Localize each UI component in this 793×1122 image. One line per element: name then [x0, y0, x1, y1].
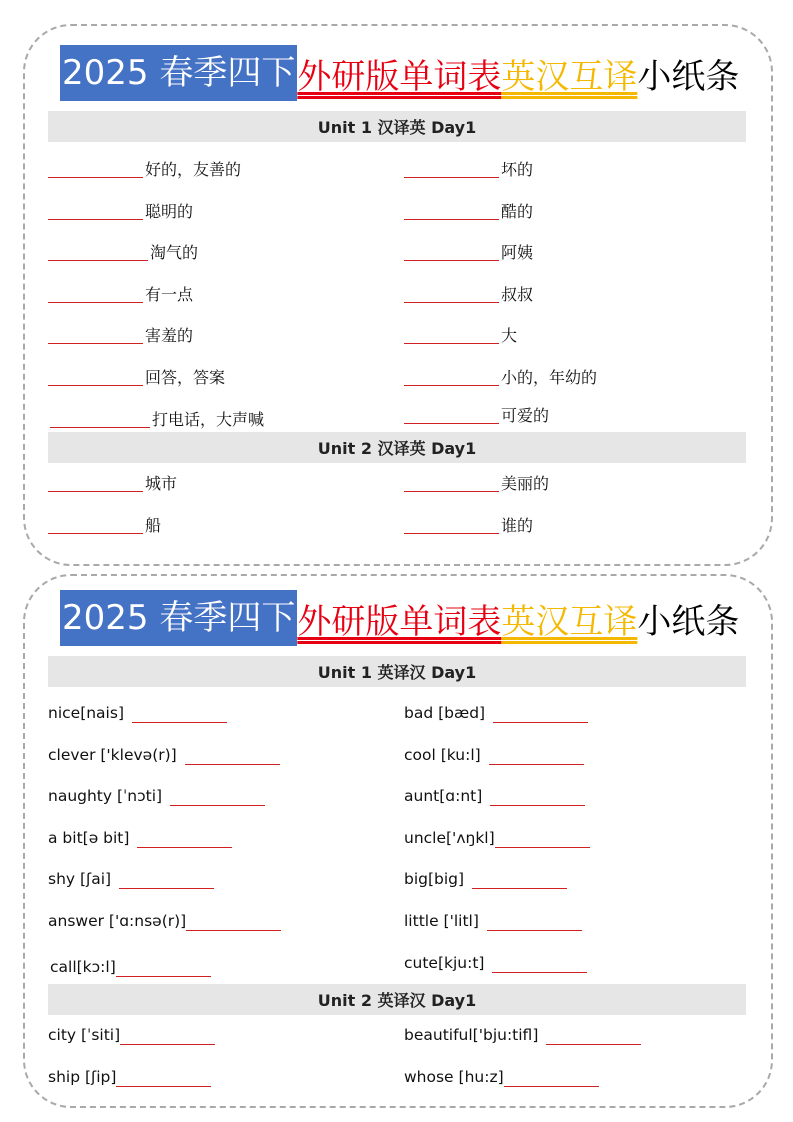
list-item	[404, 701, 588, 725]
answer-blank[interactable]	[504, 1068, 599, 1087]
list-item	[48, 239, 198, 263]
word-prompt: 坏的	[501, 159, 534, 179]
answer-blank[interactable]	[404, 242, 499, 261]
title-translation: 英汉互译	[501, 601, 638, 642]
answer-blank[interactable]	[404, 367, 499, 386]
list-item	[404, 156, 533, 180]
answer-blank[interactable]	[48, 367, 143, 386]
list-item	[48, 364, 225, 388]
answer-blank[interactable]	[48, 242, 148, 261]
word-prompt: 回答，答案	[145, 367, 226, 387]
word-with-phonetic: big[big]	[404, 870, 465, 888]
word-prompt: 淘气的	[150, 242, 199, 262]
word-with-phonetic: cool [ku:l]	[404, 746, 481, 764]
word-prompt: 有一点	[145, 284, 194, 304]
answer-blank[interactable]	[495, 829, 590, 848]
title-note-strip: 小纸条	[637, 601, 740, 642]
word-with-phonetic: naughty [ˈnɔti]	[48, 787, 163, 805]
list-item	[48, 322, 193, 346]
word-with-phonetic: bad [bæd]	[404, 704, 486, 722]
list-item	[404, 512, 533, 536]
word-with-phonetic: uncle['ʌŋkl]	[404, 829, 495, 847]
title-year-term: 2025 春季四下	[60, 590, 297, 646]
list-item	[48, 512, 161, 536]
answer-blank[interactable]	[546, 1026, 641, 1045]
answer-blank[interactable]	[489, 746, 584, 765]
list-item	[48, 1065, 211, 1089]
word-prompt: 船	[145, 515, 162, 535]
list-item	[48, 198, 193, 222]
sheet2-unit2-header: Unit 2 英译汉 Day1	[48, 984, 746, 1015]
word-with-phonetic: nice[nais]	[48, 704, 124, 722]
list-item	[404, 239, 533, 263]
list-item	[48, 156, 241, 180]
word-with-phonetic: ship [ʃip]	[48, 1068, 117, 1086]
word-with-phonetic: whose [hu:z]	[404, 1068, 504, 1086]
answer-blank[interactable]	[404, 159, 499, 178]
list-item	[404, 1065, 599, 1089]
list-item	[404, 402, 549, 426]
word-prompt: 害羞的	[145, 325, 194, 345]
list-item	[48, 743, 280, 767]
answer-blank[interactable]	[490, 787, 585, 806]
title-publisher-wordlist: 外研版单词表	[297, 601, 502, 642]
sheet2-title	[60, 590, 739, 646]
word-with-phonetic: little ['litl]	[404, 912, 479, 930]
answer-blank[interactable]	[186, 912, 281, 931]
list-item	[48, 701, 227, 725]
title-year-term: 2025 春季四下	[60, 45, 297, 101]
sheet2-unit1-header: Unit 1 英译汉 Day1	[48, 656, 746, 687]
list-item	[404, 743, 584, 767]
list-item	[48, 867, 214, 891]
word-prompt: 打电话，大声喊	[152, 409, 265, 429]
list-item	[404, 909, 582, 933]
word-with-phonetic: answer ['ɑ:nsə(r)]	[48, 912, 187, 930]
list-item	[404, 470, 549, 494]
word-prompt: 可爱的	[501, 405, 550, 425]
list-item	[404, 322, 517, 346]
word-prompt: 谁的	[501, 515, 534, 535]
answer-blank[interactable]	[48, 159, 143, 178]
word-prompt: 好的，友善的	[145, 159, 242, 179]
answer-blank[interactable]	[48, 201, 143, 220]
answer-blank[interactable]	[116, 958, 211, 977]
answer-blank[interactable]	[404, 325, 499, 344]
list-item	[48, 470, 177, 494]
title-note-strip: 小纸条	[637, 56, 740, 97]
answer-blank[interactable]	[116, 1068, 211, 1087]
word-prompt: 叔叔	[501, 284, 534, 304]
answer-blank[interactable]	[404, 405, 499, 424]
list-item	[48, 826, 232, 850]
answer-blank[interactable]	[472, 870, 567, 889]
answer-blank[interactable]	[137, 829, 232, 848]
word-with-phonetic: cute[kju:t]	[404, 954, 485, 972]
word-with-phonetic: aunt[ɑ:nt]	[404, 787, 483, 805]
answer-blank[interactable]	[48, 325, 143, 344]
answer-blank[interactable]	[48, 284, 143, 303]
list-item	[404, 784, 585, 808]
list-item	[50, 955, 211, 979]
answer-blank[interactable]	[487, 912, 582, 931]
word-prompt: 美丽的	[501, 473, 550, 493]
word-prompt: 聪明的	[145, 201, 194, 221]
word-with-phonetic: shy [ʃai]	[48, 870, 112, 888]
word-with-phonetic: beautiful['bju:tifl]	[404, 1026, 539, 1044]
word-prompt: 酷的	[501, 201, 534, 221]
answer-blank[interactable]	[48, 473, 143, 492]
list-item	[404, 867, 567, 891]
list-item	[404, 198, 533, 222]
list-item	[404, 826, 590, 850]
word-with-phonetic: clever ['klevə(r)]	[48, 746, 177, 764]
list-item	[48, 784, 265, 808]
list-item	[48, 909, 281, 933]
answer-blank[interactable]	[132, 704, 227, 723]
answer-blank[interactable]	[492, 954, 587, 973]
answer-blank[interactable]	[170, 787, 265, 806]
title-translation: 英汉互译	[501, 56, 638, 97]
answer-blank[interactable]	[48, 515, 143, 534]
word-with-phonetic: city [ˈsiti]	[48, 1026, 121, 1044]
answer-blank[interactable]	[50, 409, 150, 428]
answer-blank[interactable]	[404, 515, 499, 534]
answer-blank[interactable]	[404, 201, 499, 220]
word-with-phonetic: call[kɔ:l]	[50, 958, 116, 976]
answer-blank[interactable]	[404, 473, 499, 492]
list-item	[404, 951, 587, 975]
sheet1-unit2-header: Unit 2 汉译英 Day1	[48, 432, 746, 463]
list-item	[48, 281, 193, 305]
answer-blank[interactable]	[493, 704, 588, 723]
list-item	[404, 281, 533, 305]
word-prompt: 阿姨	[501, 242, 534, 262]
answer-blank[interactable]	[404, 284, 499, 303]
sheet1-unit1-header: Unit 1 汉译英 Day1	[48, 111, 746, 142]
answer-blank[interactable]	[120, 1026, 215, 1045]
list-item	[50, 406, 264, 430]
answer-blank[interactable]	[119, 870, 214, 889]
sheet1-title	[60, 45, 739, 101]
word-prompt: 小的，年幼的	[501, 367, 598, 387]
list-item	[48, 1023, 215, 1047]
answer-blank[interactable]	[185, 746, 280, 765]
word-prompt: 城市	[145, 473, 178, 493]
word-prompt: 大	[501, 325, 518, 345]
word-with-phonetic: a bit[ə bit]	[48, 829, 130, 847]
list-item	[404, 1023, 641, 1047]
list-item	[404, 364, 597, 388]
title-publisher-wordlist: 外研版单词表	[297, 56, 502, 97]
